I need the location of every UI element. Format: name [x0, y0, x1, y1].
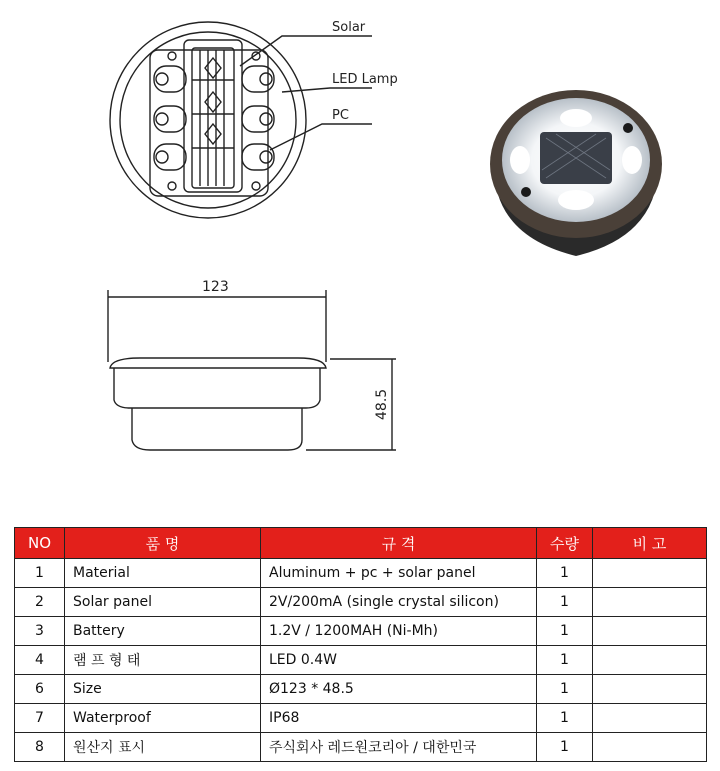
header-no: NO — [15, 528, 65, 559]
row-qty: 1 — [537, 559, 593, 588]
row-spec: 1.2V / 1200MAH (Ni-Mh) — [261, 617, 537, 646]
row-no: 4 — [15, 646, 65, 675]
spec-table — [14, 527, 707, 762]
row-name: Material — [65, 559, 261, 588]
row-note — [593, 704, 707, 733]
row-name: Solar panel — [65, 588, 261, 617]
row-qty: 1 — [537, 704, 593, 733]
product-photo — [476, 66, 676, 266]
header-spec: 규 격 — [261, 528, 537, 559]
table-row — [15, 559, 707, 588]
row-note — [593, 646, 707, 675]
header-note: 비 고 — [593, 528, 707, 559]
callout-solar: Solar — [332, 20, 366, 35]
row-qty: 1 — [537, 588, 593, 617]
row-no: 1 — [15, 559, 65, 588]
width-dimension-label: 123 — [202, 279, 229, 295]
row-spec: Ø123 * 48.5 — [261, 675, 537, 704]
row-name: Size — [65, 675, 261, 704]
header-qty: 수량 — [537, 528, 593, 559]
row-note — [593, 733, 707, 762]
row-note — [593, 588, 707, 617]
side-view-drawing — [108, 290, 396, 450]
row-note — [593, 559, 707, 588]
row-note — [593, 617, 707, 646]
row-no: 2 — [15, 588, 65, 617]
row-qty: 1 — [537, 733, 593, 762]
row-no: 7 — [15, 704, 65, 733]
row-name: 램 프 형 태 — [65, 646, 261, 675]
table-row — [15, 646, 707, 675]
table-row — [15, 675, 707, 704]
row-spec: IP68 — [261, 704, 537, 733]
row-spec: Aluminum + pc + solar panel — [261, 559, 537, 588]
row-note — [593, 675, 707, 704]
table-row — [15, 704, 707, 733]
row-spec: 2V/200mA (single crystal silicon) — [261, 588, 537, 617]
header-name: 품 명 — [65, 528, 261, 559]
table-row — [15, 588, 707, 617]
callout-led-lamp: LED Lamp — [332, 72, 398, 87]
row-spec: LED 0.4W — [261, 646, 537, 675]
row-qty: 1 — [537, 646, 593, 675]
row-no: 8 — [15, 733, 65, 762]
callout-pc: PC — [332, 108, 349, 123]
row-qty: 1 — [537, 617, 593, 646]
table-row — [15, 617, 707, 646]
table-header-row — [15, 528, 707, 559]
row-no: 6 — [15, 675, 65, 704]
row-no: 3 — [15, 617, 65, 646]
row-name: Waterproof — [65, 704, 261, 733]
row-qty: 1 — [537, 675, 593, 704]
height-dimension-label: 48.5 — [374, 388, 390, 420]
row-name: Battery — [65, 617, 261, 646]
table-row — [15, 733, 707, 762]
row-spec: 주식회사 레드원코리아 / 대한민국 — [261, 733, 537, 762]
row-name: 원산지 표시 — [65, 733, 261, 762]
